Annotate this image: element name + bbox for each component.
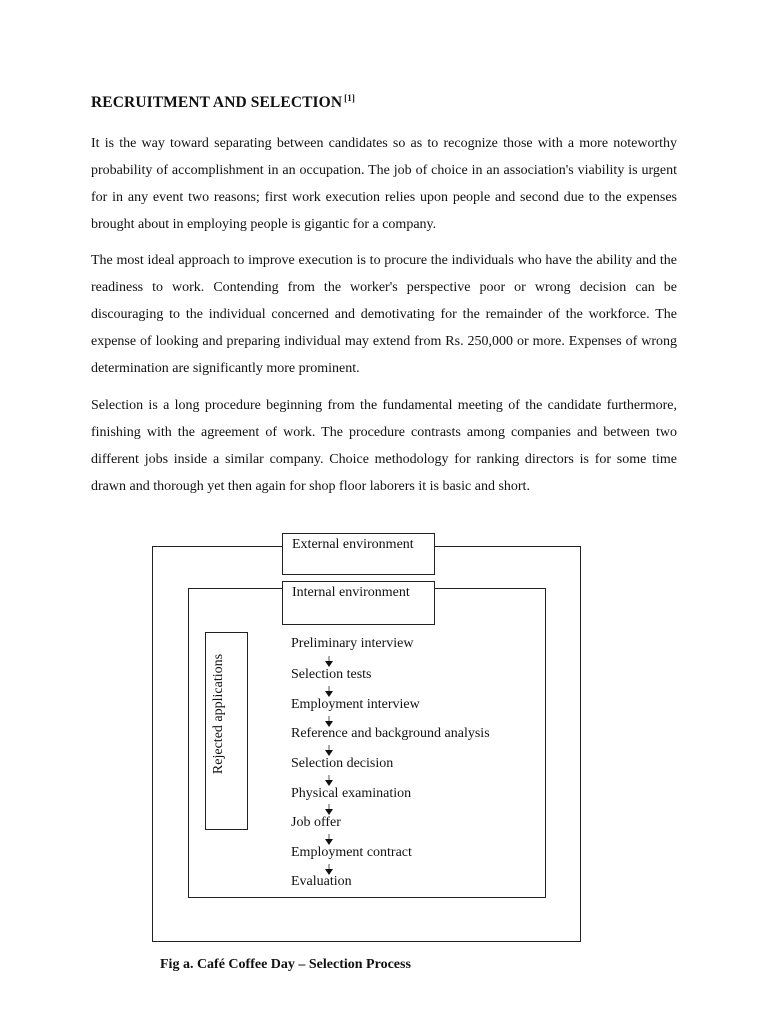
page-heading	[91, 93, 355, 112]
paragraph-3: Selection is a long procedure beginning from the fundamental meeting of the candidate furthermore, finishing with the agreement of work. The procedure contrasts among companies and between two different jobs inside a similar company. Choice methodology for ranking directors is for some time drawn and thorough yet then again for shop floor laborers it is basic and short.	[91, 398, 677, 494]
step-employment-contract: Employment contract	[291, 845, 412, 860]
step-selection-decision: Selection decision	[291, 756, 394, 771]
paragraph-1: It is the way toward separating between candidates so as to recognize those with a more noteworthy probability of accomplishment in an occupation. The job of choice in an association's viability is urgent for in any event two reasons; first work execution relies upon people and second due to the expenses brought about in employing people is gigantic for a company.	[91, 136, 677, 232]
step-reference-background-analysis: Reference and background analysis	[291, 726, 490, 741]
step-employment-interview: Employment interview	[291, 697, 420, 712]
step-preliminary-interview: Preliminary interview	[291, 636, 414, 651]
internal-environment-label: Internal environment	[282, 581, 435, 625]
step-job-offer: Job offer	[291, 815, 341, 830]
step-physical-examination: Physical examination	[291, 786, 412, 801]
step-selection-tests: Selection tests	[291, 667, 372, 682]
step-evaluation: Evaluation	[291, 874, 352, 889]
external-environment-label: External environment	[282, 533, 435, 575]
heading-text: RECRUITMENT AND SELECTION	[91, 94, 343, 112]
paragraph-2: The most ideal approach to improve execution is to procure the individuals who have the ability and the readiness to work. Contending from the worker's perspective poor or wrong decision can be discouraging to the individual concerned and demotivating for the remainder of the workforce. The expense of looking and preparing individual may extend from Rs. 250,000 or more. Expenses of wrong determination are significantly more prominent.	[91, 253, 677, 376]
heading-reference: [1]	[344, 93, 355, 103]
rejected-applications-label: Rejected applications	[211, 653, 226, 775]
figure-caption: Fig a. Café Coffee Day – Selection Process	[160, 957, 411, 972]
